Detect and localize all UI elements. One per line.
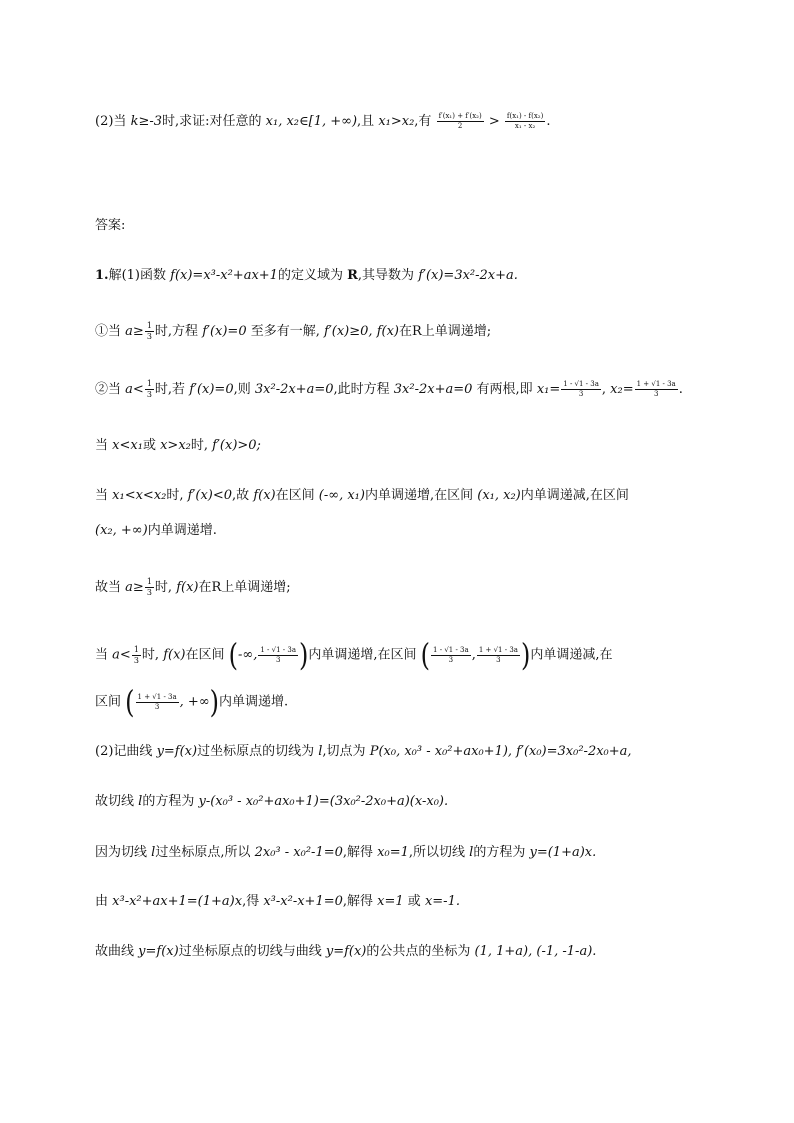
math: x³-x²-x+1=0 <box>263 894 343 909</box>
math: f(x) <box>253 488 276 503</box>
text: ,且 <box>357 114 375 129</box>
text: (2)当 <box>95 114 127 129</box>
text: ,解得 <box>342 894 374 909</box>
math: y=f(x) <box>156 744 198 759</box>
text: 的方程为 <box>473 845 526 860</box>
math: x₁<x<x₂ <box>112 488 167 503</box>
denominator: x₁ - x₂ <box>514 122 536 130</box>
math: -∞, <box>238 647 258 663</box>
math: l <box>151 845 156 860</box>
conclusion-2 <box>95 636 734 674</box>
math: f′(x)<0 <box>187 488 233 503</box>
root-plus-fraction <box>477 647 520 664</box>
conclusion-3 <box>95 683 734 721</box>
text: 时,若 <box>154 382 186 397</box>
math: P(x₀, x₀³ - x₀²+ax₀+1), f′(x₀)=3x₀²-2x₀+a, <box>369 744 632 759</box>
denominator: 3 <box>496 655 501 664</box>
denominator: 3 <box>448 655 454 664</box>
fraction-third <box>145 380 154 399</box>
math: y-(x₀³ - x₀²+ax₀+1)=(3x₀²-2x₀+a)(x-x₀). <box>198 794 449 809</box>
text: 有两根,即 <box>476 382 533 397</box>
math: R <box>347 268 358 283</box>
math: y=f(x) <box>138 944 179 959</box>
math: > <box>488 114 500 129</box>
text: 在区间 <box>275 488 315 503</box>
answer-label: 答案: <box>95 218 126 233</box>
math: x<x₁ <box>112 438 143 453</box>
text: 的公共点的坐标为 <box>366 944 471 959</box>
denominator: 3 <box>146 332 152 341</box>
text: 的定义域为 <box>277 268 343 283</box>
math: x=1 <box>377 894 404 909</box>
numerator: 1 <box>133 644 139 654</box>
text: 或 <box>407 894 421 909</box>
text: ,则 <box>233 382 251 397</box>
fraction-lhs <box>437 113 484 130</box>
text: 当 <box>95 647 109 663</box>
text: 内单调递增,在区间 <box>364 488 474 503</box>
math: a< <box>112 647 131 663</box>
math: y=f(x) <box>325 944 367 959</box>
text: ①当 <box>95 324 122 339</box>
math: a≥ <box>125 580 144 595</box>
math: x₀=1 <box>377 845 409 860</box>
text: ,其导数为 <box>357 268 415 283</box>
tangent-equation <box>95 792 734 812</box>
text: ②当 <box>95 382 122 397</box>
denominator: 3 <box>275 655 281 664</box>
math: x₁>x₂ <box>378 114 415 129</box>
math: 2x₀³ - x₀²-1=0 <box>254 845 343 860</box>
math: y=(1+a)x. <box>529 845 597 860</box>
text: 故切线 <box>95 794 135 809</box>
fraction-third <box>132 646 141 665</box>
numerator: 1 - √1 - 3a <box>433 645 469 654</box>
text: 或 <box>142 438 156 453</box>
numerator: 1 <box>146 321 152 330</box>
math: , +∞ <box>179 694 210 710</box>
text: ,此时方程 <box>333 382 390 397</box>
math: f(x) <box>163 647 186 663</box>
math: (x₁, x₂) <box>477 488 521 503</box>
text: 区间 <box>95 694 122 710</box>
text: (2)记曲线 <box>95 744 153 759</box>
text: 时, <box>141 647 160 663</box>
math: k≥-3 <box>130 114 162 129</box>
item-number: 1. <box>95 268 109 283</box>
text: ,所以切线 <box>408 845 466 860</box>
right-paren: ) <box>299 636 309 674</box>
text: ,故 <box>232 488 250 503</box>
fraction-third <box>145 578 154 597</box>
root-plus-fraction <box>136 694 179 711</box>
text: 的方程为 <box>142 794 195 809</box>
math: 3x²-2x+a=0 <box>393 382 473 397</box>
fraction-third <box>145 322 154 341</box>
numerator: 1 - √1 - 3a <box>260 645 297 654</box>
root-minus-fraction <box>431 647 471 664</box>
text: ,切点为 <box>322 744 366 759</box>
solution-intro <box>95 266 734 286</box>
text: 时,求证:对任意的 <box>162 114 262 129</box>
text: 在区间 <box>185 647 225 663</box>
math: l <box>469 845 474 860</box>
math: (x₂, +∞) <box>95 523 148 538</box>
text: 当 <box>95 438 109 453</box>
left-paren: ( <box>228 636 239 674</box>
denominator: 3 <box>146 390 152 399</box>
question-2: (2)当 k≥-3时,求证:对任意的 x₁, x₂∈[1, +∞),且 x₁>x₂,有 $\frac{\text{f′(x₁) + f′(x₂)}}{2}$ > $\frac{\text{f(x₁) - f(x₂)}}{\text{x₁ - x₂}}$ . <box>95 112 551 130</box>
math: l <box>318 744 323 759</box>
numerator: 1 + √1 - 3a <box>137 692 177 701</box>
math: x₁, x₂∈[1, +∞) <box>265 114 358 129</box>
math: 3x²-2x+a=0 <box>254 382 334 397</box>
math: a< <box>125 382 144 397</box>
text: 由 <box>95 894 109 909</box>
denominator: 3 <box>653 390 659 398</box>
text: 在R上单调递增; <box>399 324 492 339</box>
text: 解(1)函数 <box>108 268 166 283</box>
comma: , <box>471 647 476 663</box>
text: 过坐标原点的切线与曲线 <box>178 944 322 959</box>
math: (1, 1+a), (-1, -1-a). <box>474 944 597 959</box>
intersection <box>95 892 734 912</box>
math: x=-1. <box>424 894 460 909</box>
denominator: 3 <box>146 588 152 597</box>
text: 在R上单调递增; <box>198 580 291 595</box>
math: f′(x)=0 <box>202 324 247 339</box>
conclusion-1 <box>95 578 734 598</box>
text: 过坐标原点的切线为 <box>197 744 315 759</box>
math: a≥ <box>125 324 144 339</box>
math: f(x) <box>176 580 199 595</box>
text: 故曲线 <box>95 944 135 959</box>
math: x₂= <box>610 382 634 397</box>
denominator: 2 <box>457 122 463 130</box>
text: 至多有一解, <box>250 324 320 339</box>
math: (-∞, x₁) <box>318 488 365 503</box>
root-plus-fraction <box>635 381 678 398</box>
case-2: ②当 a< $\frac{1}{3}$ 时,若 f′(x)=0,则 3x²-2x+a=0,此时方程 3x²-2x+a=0 有两根,即 x₁= $\frac{1 - √1 - 3a}{3}$ , x₂= $\frac{1 + √1 - 3a}{3}$ . <box>95 379 683 399</box>
math: f(x)=x³-x²+ax+1 <box>170 268 278 283</box>
math: f(x) <box>376 324 399 339</box>
text: 时, <box>154 580 173 595</box>
numerator: 1 + √1 - 3a <box>478 645 518 654</box>
denominator: 3 <box>154 702 160 711</box>
math: x₁= <box>536 382 561 397</box>
text: 时, <box>190 438 209 453</box>
numerator: f′(x₁) + f′(x₂) <box>438 112 482 120</box>
math: x³-x²+ax+1=(1+a)x <box>112 894 243 909</box>
origin-condition <box>95 843 734 863</box>
right-paren: ) <box>520 636 531 674</box>
text: 过坐标原点,所以 <box>155 845 251 860</box>
case-1 <box>95 322 734 342</box>
root-minus-fraction <box>258 647 298 664</box>
text: ,解得 <box>342 845 374 860</box>
left-paren: ( <box>420 636 431 674</box>
text: 内单调递减,在区间 <box>520 488 629 503</box>
when-outside-roots <box>95 436 734 456</box>
text: 故当 <box>95 580 122 595</box>
numerator: 1 - √1 - 3a <box>563 380 599 388</box>
numerator: f(x₁) - f(x₂) <box>506 112 544 120</box>
fraction-rhs <box>505 113 545 130</box>
text: 内单调递减,在 <box>530 647 613 663</box>
part-2-intro <box>95 742 734 762</box>
numerator: 1 <box>146 577 152 586</box>
text: 内单调递增. <box>219 694 289 710</box>
denominator: 3 <box>578 390 584 398</box>
math: l <box>138 794 143 809</box>
numerator: 1 + √1 - 3a <box>636 380 676 388</box>
text: ,得 <box>242 894 260 909</box>
math: f′(x)>0; <box>212 438 261 453</box>
math: f′(x)=3x²-2x+a. <box>418 268 518 283</box>
right-paren: ) <box>209 683 220 721</box>
left-paren: ( <box>125 683 135 721</box>
numerator: 1 <box>146 379 152 388</box>
text: 内单调递增,在区间 <box>308 647 417 663</box>
text: 内单调递增. <box>147 523 217 538</box>
math: x>x₂ <box>160 438 191 453</box>
text: 因为切线 <box>95 845 148 860</box>
denominator: 3 <box>133 655 139 665</box>
text: 当 <box>95 488 109 503</box>
math: f′(x)=0 <box>189 382 234 397</box>
text: ,有 <box>414 114 432 129</box>
text: 时, <box>166 488 184 503</box>
monotonicity-line-1 <box>95 486 734 506</box>
math: f′(x)≥0, <box>324 324 373 339</box>
monotonicity-line-2 <box>95 521 734 541</box>
root-minus-fraction <box>561 381 601 398</box>
final-answer <box>95 942 734 962</box>
text: 时,方程 <box>154 324 199 339</box>
